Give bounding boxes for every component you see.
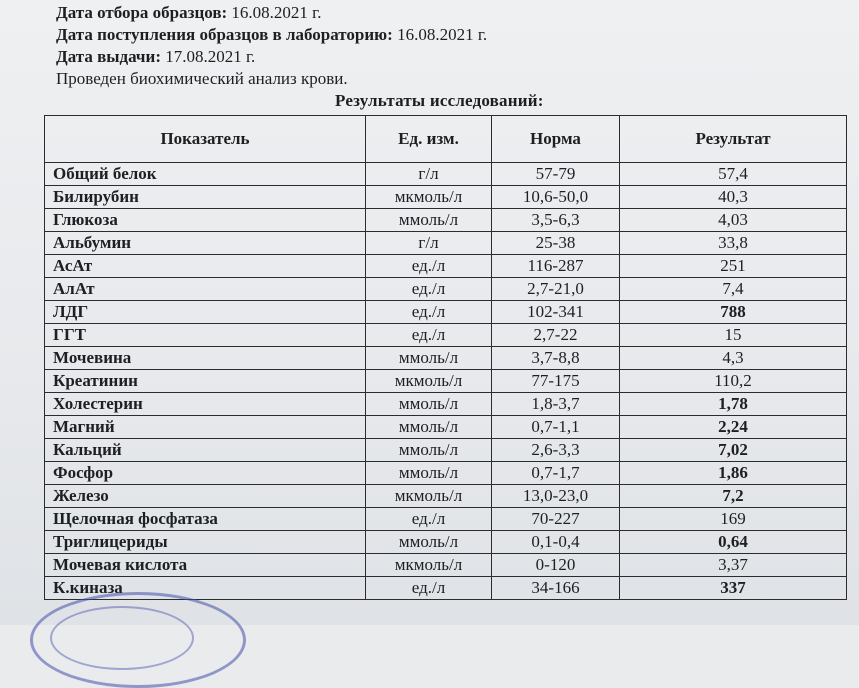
parameter-name-cell: Общий белок	[45, 163, 366, 186]
result-cell: 169	[620, 508, 847, 531]
result-cell: 788	[620, 301, 847, 324]
result-cell: 1,86	[620, 462, 847, 485]
unit-cell: мкмоль/л	[366, 186, 492, 209]
unit-cell: мкмоль/л	[366, 370, 492, 393]
norm-cell: 3,7-8,8	[492, 347, 620, 370]
norm-cell: 57-79	[492, 163, 620, 186]
unit-cell: ед./л	[366, 278, 492, 301]
unit-cell: г/л	[366, 232, 492, 255]
unit-cell: мкмоль/л	[366, 554, 492, 577]
result-cell: 4,03	[620, 209, 847, 232]
parameter-name-cell: АсАт	[45, 255, 366, 278]
table-row	[45, 531, 847, 554]
stamp-seal-inner-ring	[50, 606, 194, 670]
result-cell: 0,64	[620, 531, 847, 554]
norm-cell: 1,8-3,7	[492, 393, 620, 416]
table-row	[45, 577, 847, 600]
result-cell: 7,02	[620, 439, 847, 462]
norm-cell: 34-166	[492, 577, 620, 600]
result-cell: 1,78	[620, 393, 847, 416]
result-cell: 40,3	[620, 186, 847, 209]
norm-cell: 10,6-50,0	[492, 186, 620, 209]
column-header-parameter: Показатель	[45, 116, 366, 163]
norm-cell: 70-227	[492, 508, 620, 531]
norm-cell: 116-287	[492, 255, 620, 278]
analysis-note: Проведен биохимический анализ крови.	[56, 69, 348, 88]
parameter-name-cell: Альбумин	[45, 232, 366, 255]
issue-date-line	[56, 46, 487, 68]
table-row	[45, 301, 847, 324]
unit-cell: г/л	[366, 163, 492, 186]
table-row	[45, 347, 847, 370]
norm-cell: 2,7-22	[492, 324, 620, 347]
unit-cell: ед./л	[366, 324, 492, 347]
receipt-date-label: Дата поступления образцов в лабораторию:	[56, 25, 393, 44]
unit-cell: ммоль/л	[366, 439, 492, 462]
table-row	[45, 186, 847, 209]
unit-cell: ед./л	[366, 255, 492, 278]
norm-cell: 102-341	[492, 301, 620, 324]
table-row	[45, 324, 847, 347]
table-row	[45, 163, 847, 186]
unit-cell: ед./л	[366, 577, 492, 600]
column-header-result: Результат	[620, 116, 847, 163]
table-row	[45, 462, 847, 485]
unit-cell: ммоль/л	[366, 531, 492, 554]
result-cell: 7,2	[620, 485, 847, 508]
parameter-name-cell: Мочевина	[45, 347, 366, 370]
unit-cell: ед./л	[366, 508, 492, 531]
result-cell: 33,8	[620, 232, 847, 255]
parameter-name-cell: Мочевая кислота	[45, 554, 366, 577]
result-cell: 57,4	[620, 163, 847, 186]
parameter-name-cell: Холестерин	[45, 393, 366, 416]
receipt-date-line	[56, 24, 487, 46]
parameter-name-cell: Магний	[45, 416, 366, 439]
table-row	[45, 393, 847, 416]
receipt-date-value: 16.08.2021 г.	[397, 25, 488, 44]
unit-cell: ммоль/л	[366, 462, 492, 485]
norm-cell: 0-120	[492, 554, 620, 577]
norm-cell: 25-38	[492, 232, 620, 255]
parameter-name-cell: Билирубин	[45, 186, 366, 209]
norm-cell: 0,7-1,7	[492, 462, 620, 485]
parameter-name-cell: Глюкоза	[45, 209, 366, 232]
norm-cell: 13,0-23,0	[492, 485, 620, 508]
unit-cell: ммоль/л	[366, 209, 492, 232]
table-row	[45, 255, 847, 278]
result-cell: 4,3	[620, 347, 847, 370]
table-row	[45, 554, 847, 577]
issue-date-value: 17.08.2021 г.	[165, 47, 256, 66]
table-row	[45, 232, 847, 255]
unit-cell: ммоль/л	[366, 347, 492, 370]
report-header	[56, 2, 487, 90]
result-cell: 7,4	[620, 278, 847, 301]
table-row	[45, 416, 847, 439]
stamp-seal	[30, 592, 246, 688]
parameter-name-cell: ГГТ	[45, 324, 366, 347]
table-row	[45, 439, 847, 462]
column-header-norm: Норма	[492, 116, 620, 163]
unit-cell: мкмоль/л	[366, 485, 492, 508]
parameter-name-cell: Фосфор	[45, 462, 366, 485]
parameter-name-cell: ЛДГ	[45, 301, 366, 324]
sampling-date-line	[56, 2, 487, 24]
result-cell: 251	[620, 255, 847, 278]
parameter-name-cell: Железо	[45, 485, 366, 508]
parameter-name-cell: АлАт	[45, 278, 366, 301]
norm-cell: 0,1-0,4	[492, 531, 620, 554]
parameter-name-cell: Триглицериды	[45, 531, 366, 554]
issue-date-label: Дата выдачи:	[56, 47, 161, 66]
unit-cell: ммоль/л	[366, 393, 492, 416]
table-header-row	[45, 116, 847, 163]
parameter-name-cell: Щелочная фосфатаза	[45, 508, 366, 531]
column-header-unit: Ед. изм.	[366, 116, 492, 163]
table-row	[45, 485, 847, 508]
norm-cell: 0,7-1,1	[492, 416, 620, 439]
unit-cell: ммоль/л	[366, 416, 492, 439]
table-row	[45, 508, 847, 531]
norm-cell: 2,7-21,0	[492, 278, 620, 301]
table-row	[45, 209, 847, 232]
norm-cell: 2,6-3,3	[492, 439, 620, 462]
result-cell: 110,2	[620, 370, 847, 393]
table-row	[45, 370, 847, 393]
parameter-name-cell: Кальций	[45, 439, 366, 462]
norm-cell: 77-175	[492, 370, 620, 393]
result-cell: 15	[620, 324, 847, 347]
result-cell: 337	[620, 577, 847, 600]
results-title: Результаты исследований:	[335, 91, 544, 110]
parameter-name-cell: Креатинин	[45, 370, 366, 393]
unit-cell: ед./л	[366, 301, 492, 324]
sampling-date-value: 16.08.2021 г.	[231, 3, 322, 22]
result-cell: 2,24	[620, 416, 847, 439]
table-row	[45, 278, 847, 301]
norm-cell: 3,5-6,3	[492, 209, 620, 232]
sampling-date-label: Дата отбора образцов:	[56, 3, 228, 22]
parameter-name-cell: К.киназа	[45, 577, 366, 600]
result-cell: 3,37	[620, 554, 847, 577]
results-table	[44, 115, 847, 600]
